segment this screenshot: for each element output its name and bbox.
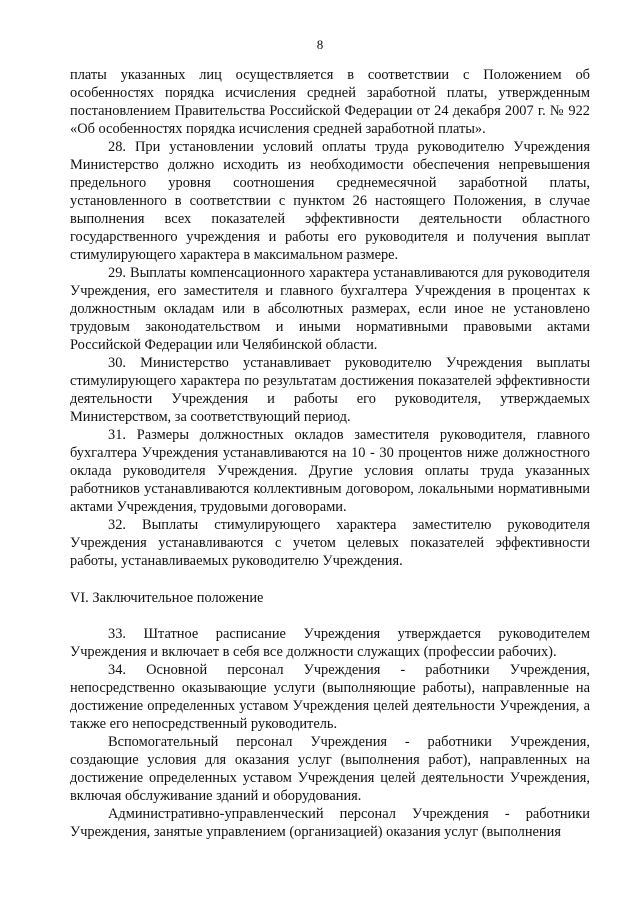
section-title: VI. Заключительное положение xyxy=(70,590,264,606)
paragraph-29: 29. Выплаты компенсационного характера устанавливаются для руководителя Учреждения, его заместителя и главного бухгалтера Учреждения в процентах к должностным окладам или в абсолютных размерах, если иное не установлено трудовым законодательством и иными нормативными правовыми актами Российской Федерации или Челябинской области. xyxy=(70,265,590,353)
paragraph-31: 31. Размеры должностных окладов заместителя руководителя, главного бухгалтера Учреждения устанавливаются на 10 - 30 процентов ниже должностного оклада руководителя Учреждения. Другие условия оплаты труда указанных работников устанавливаются коллективным договором, локальными нормативными актами Учреждения, трудовыми договорами. xyxy=(70,427,590,515)
paragraph-auxiliary-staff: Вспомогательный персонал Учреждения - работники Учреждения, создающие условия для оказания услуг (выполнения работ), направленных на достижение определенных уставом Учреждения целей деятельности Учреждения, включая обслуживание зданий и оборудования. xyxy=(70,734,590,804)
paragraph-30: 30. Министерство устанавливает руководителю Учреждения выплаты стимулирующего характера по результатам достижения показателей эффективности деятельности Учреждения и работы его руководителя, утверждаемых Министерством, за соответствующий период. xyxy=(70,355,590,425)
paragraph-admin-staff: Административно-управленческий персонал Учреждения - работники Учреждения, занятые управлением (организацией) оказания услуг (выполнения xyxy=(70,806,590,840)
paragraph-continuation: платы указанных лиц осуществляется в соответствии с Положением об особенностях порядка исчисления средней заработной платы, утвержденным постановлением Правительства Российской Федерации от 24 декабря 2007 г. № 922 «Об особенностях порядка исчисления средней заработной платы». xyxy=(70,67,590,137)
paragraph-32: 32. Выплаты стимулирующего характера заместителю руководителя Учреждения устанавливаются с учетом целевых показателей эффективности работы, устанавливаемых руководителю Учреждения. xyxy=(70,517,590,569)
paragraph-33: 33. Штатное расписание Учреждения утверждается руководителем Учреждения и включает в себя все должности служащих (профессии рабочих). xyxy=(70,626,590,660)
paragraph-28: 28. При установлении условий оплаты труда руководителю Учреждения Министерство должно исходить из необходимости обеспечения непревышения предельного уровня соотношения среднемесячной заработной платы, установленного в соответствии с пунктом 26 настоящего Положения, в случае выполнения всех показателей эффективности деятельности областного государственного учреждения и работы его руководителя и получения выплат стимулирующего характера в максимальном размере. xyxy=(70,139,590,263)
paragraph-34: 34. Основной персонал Учреждения - работники Учреждения, непосредственно оказывающие услуги (выполняющие работы), направленные на достижение определенных уставом Учреждения целей деятельности Учреждения, а также его непосредственный руководитель. xyxy=(70,662,590,732)
document-body xyxy=(70,66,590,841)
page-number: 8 xyxy=(316,37,324,52)
